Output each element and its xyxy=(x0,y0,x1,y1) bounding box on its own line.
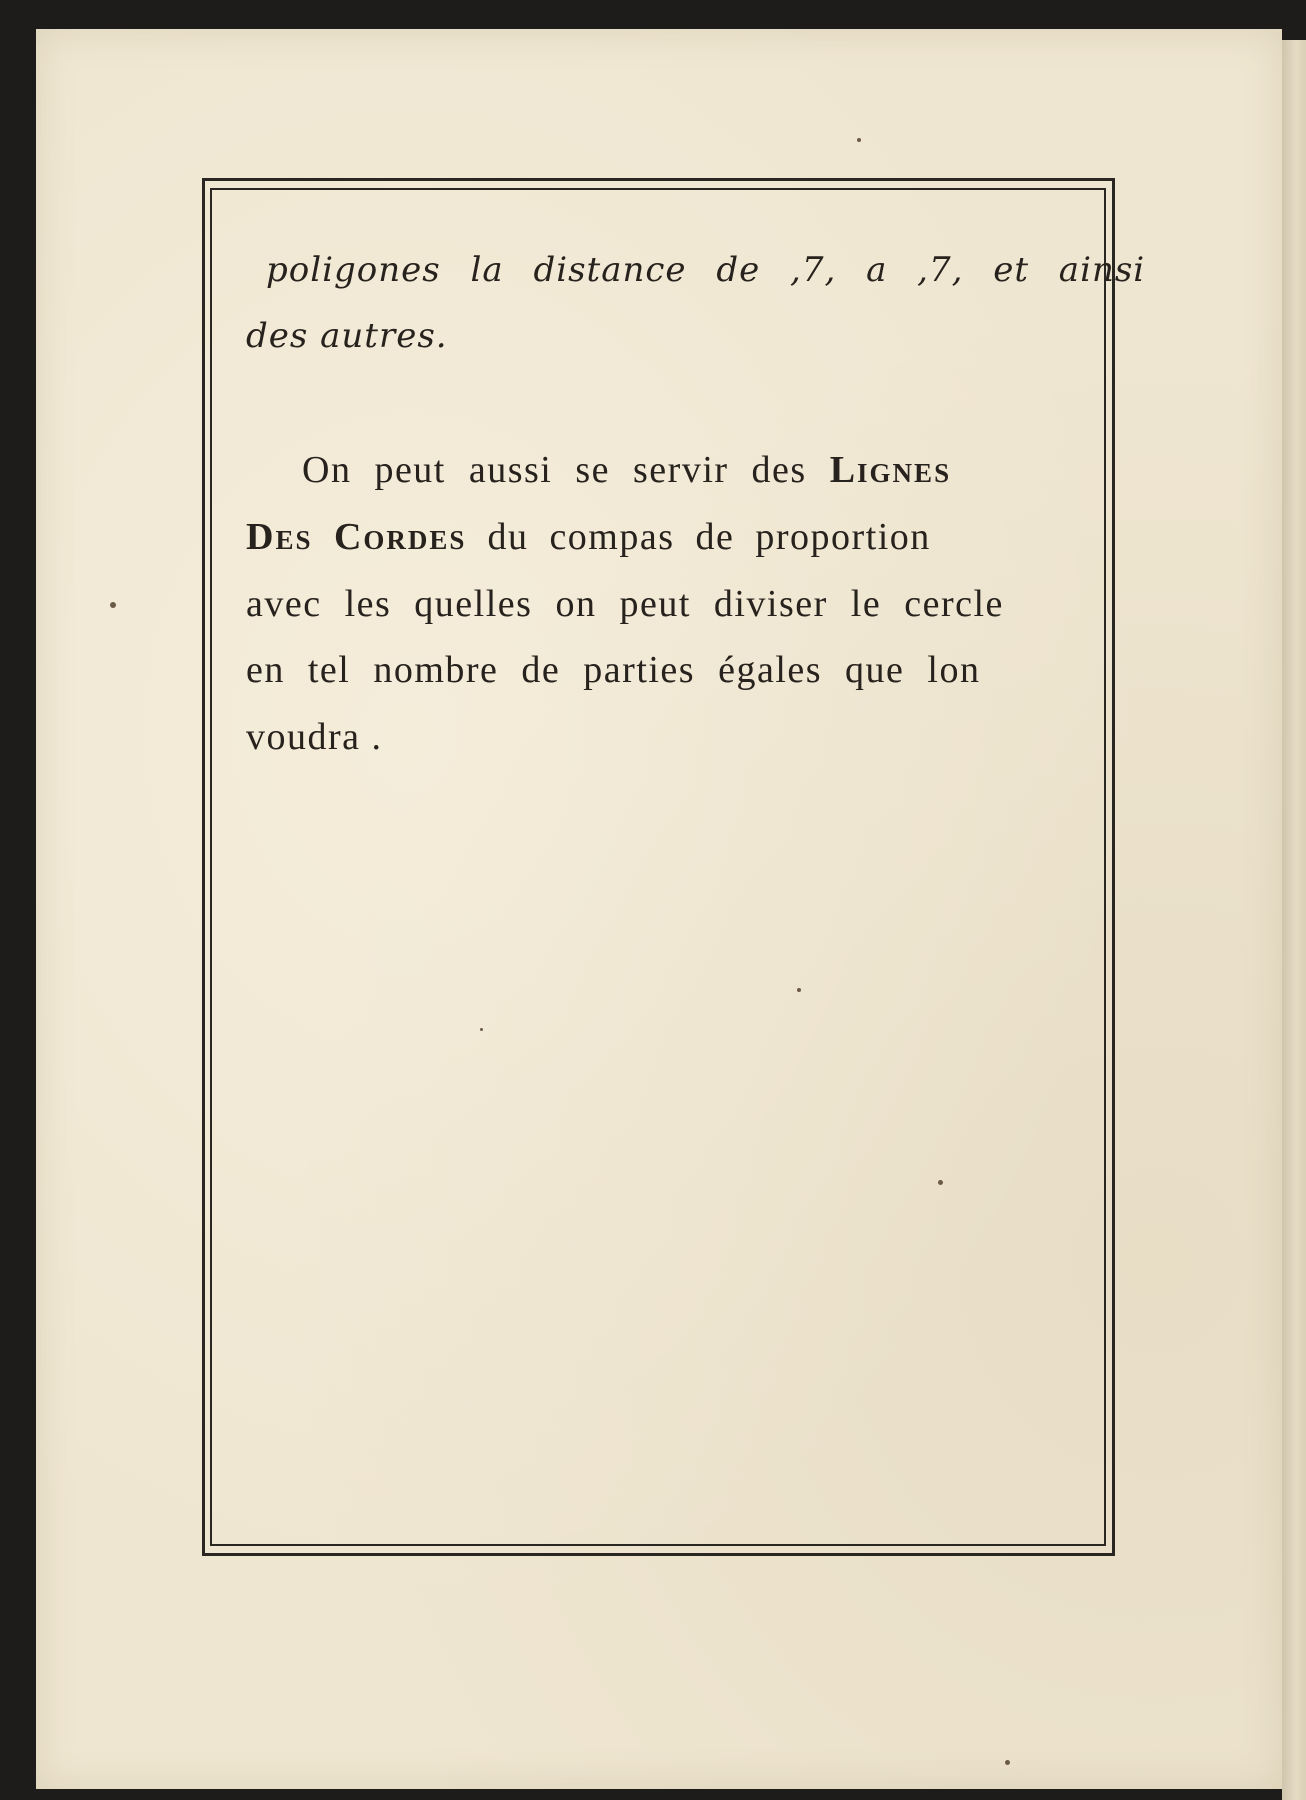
text-line-7: voudra . xyxy=(246,716,383,758)
adjacent-page-edge xyxy=(1282,40,1306,1800)
page-border-inner xyxy=(210,188,1146,1546)
text-line-1: poligones la distance de ,7, a ,7, et ainsi xyxy=(266,250,1146,290)
paper-speck xyxy=(1005,1760,1010,1765)
text-line-4 xyxy=(246,515,931,559)
paper-speck xyxy=(480,1028,483,1031)
text-line-3-start: On peut aussi se servir des xyxy=(302,449,807,491)
text-line-3 xyxy=(302,448,951,492)
paper-speck xyxy=(110,602,116,608)
paper-speck xyxy=(938,1180,943,1185)
text-line-4-rest: du compas de proportion xyxy=(487,516,931,558)
paper-speck xyxy=(797,988,801,992)
paper-speck xyxy=(857,138,861,142)
text-line-6: en tel nombre de parties égales que lon xyxy=(246,649,981,691)
heading-lignes: Lignes xyxy=(829,449,952,491)
text-line-2: des autres. xyxy=(246,316,448,356)
text-line-5: avec les quelles on peut diviser le cercle xyxy=(246,583,1004,625)
heading-des-cordes: Des Cordes xyxy=(246,516,467,558)
